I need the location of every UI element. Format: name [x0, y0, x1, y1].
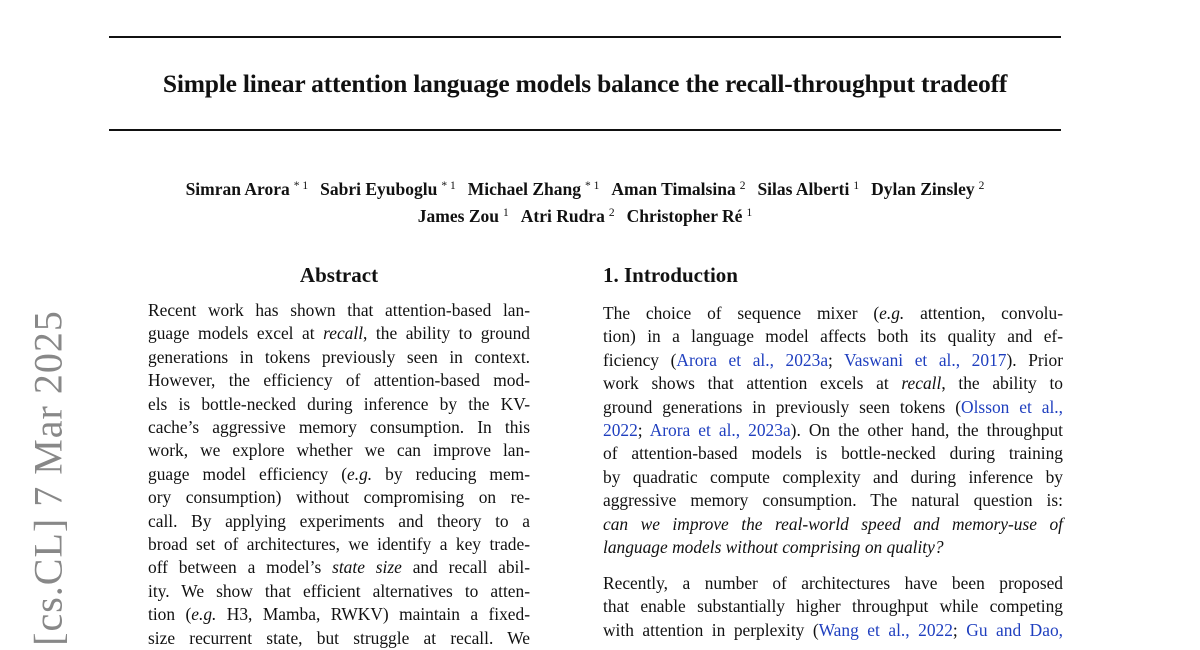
author — [611, 179, 745, 199]
author-name: Aman Timalsina — [611, 179, 736, 199]
citation-link[interactable]: Arora et al., 2023a — [649, 420, 791, 441]
text-line: call. By applying experiments and theory to a — [148, 510, 530, 531]
author-affiliation: 1 — [502, 207, 509, 219]
emphasis: e.g. — [879, 303, 905, 323]
author — [418, 206, 509, 226]
author-affiliation: 1 — [853, 180, 860, 192]
text-line: 2022; Arora et al., 2023a). On the other hand, the throughput — [603, 420, 1063, 441]
text-line: guage model efficiency (e.g. by reducing mem- — [148, 463, 530, 484]
text-line: ory consumption) without compromising on re- — [148, 487, 530, 508]
author — [186, 179, 309, 199]
text-line: of attention-based models is bottle-necked during training — [603, 443, 1063, 464]
arxiv-stamp: [cs.CL] 7 Mar 2025 — [25, 310, 71, 646]
text-line: However, the efficiency of attention-based mod- — [148, 370, 530, 391]
author-row — [109, 174, 1061, 201]
author-name: Atri Rudra — [520, 206, 605, 226]
text-line — [603, 513, 1063, 536]
emphasis: language models without comprising on quality? — [603, 537, 944, 558]
author — [757, 179, 859, 199]
author-name: Christopher Ré — [626, 206, 743, 226]
text-line: Recent work has shown that attention-based lan- — [148, 300, 530, 320]
abstract-text — [148, 299, 530, 650]
author-name: Michael Zhang — [467, 179, 581, 199]
text-line: tion) in a language model affects both its quality and ef- — [603, 326, 1063, 347]
citation-link[interactable]: Arora et al., 2023a — [676, 349, 829, 370]
text-line: generations in tokens previously seen in context. — [148, 346, 530, 367]
author-affiliation: * 1 — [441, 180, 456, 192]
author-affiliation: 2 — [978, 180, 985, 192]
text-line: aggressive memory consumption. The natural question is: — [603, 490, 1063, 511]
author-affiliation: 2 — [739, 180, 746, 192]
emphasis: recall — [323, 323, 364, 344]
author-affiliation: * 1 — [293, 180, 309, 192]
author-name: Silas Alberti — [757, 179, 850, 199]
introduction-heading: 1. Introduction — [603, 263, 738, 287]
emphasis: state size — [332, 557, 402, 578]
author-name: Sabri Eyuboglu — [320, 179, 438, 199]
author-affiliation: 2 — [608, 207, 615, 219]
paper-title: Simple linear attention language models balance the recall-throughput tradeoff — [162, 69, 1008, 98]
text-line: Recently, a number of architectures have been proposed — [603, 573, 1063, 593]
citation-link[interactable]: Wang et al., 2022 — [818, 619, 953, 640]
text-line: The choice of sequence mixer (e.g. attention, convolu- — [603, 303, 1063, 323]
emphasis: recall — [901, 373, 942, 394]
citation-link[interactable]: Olsson et al., — [961, 396, 1063, 417]
citation-link[interactable]: Vaswani et al., 2017 — [844, 349, 1007, 370]
author — [871, 179, 984, 199]
text-line: guage models excel at recall, the ability to ground — [148, 323, 530, 344]
author-name: Simran Arora — [185, 179, 290, 199]
text-line: size recurrent state, but struggle at recall. We — [148, 627, 530, 648]
text-line — [603, 536, 1063, 559]
bottom-rule — [109, 129, 1061, 131]
emphasis: e.g. — [347, 463, 373, 484]
author-row — [109, 201, 1061, 228]
author — [320, 179, 456, 199]
author-name: Dylan Zinsley — [871, 179, 975, 199]
text-line: ficiency (Arora et al., 2023a; Vaswani et al., 2017). Prior — [603, 349, 1063, 370]
introduction-paragraph-1 — [603, 302, 1063, 559]
text-line: that enable substantially higher throughput while competing — [603, 596, 1063, 617]
author-affiliation: 1 — [746, 207, 753, 219]
emphasis: e.g. — [191, 604, 217, 625]
introduction-paragraph-2 — [603, 572, 1063, 642]
author-name: James Zou — [417, 206, 499, 226]
text-line: tion (e.g. H3, Mamba, RWKV) maintain a fixed- — [148, 604, 530, 625]
text-line: off between a model’s state size and recall abil- — [148, 557, 530, 578]
top-rule — [109, 36, 1061, 38]
text-line: work shows that attention excels at recall, the ability to — [603, 373, 1063, 394]
text-line: ity. We show that efficient alternatives to atten- — [148, 580, 530, 601]
text-line: by quadratic compute complexity and during inference by — [603, 466, 1063, 487]
abstract-heading: Abstract — [299, 263, 379, 287]
text-line: broad set of architectures, we identify a key trade- — [148, 534, 530, 555]
author — [627, 206, 753, 226]
text-line: work, we explore whether we can improve lan- — [148, 440, 530, 461]
text-line: cache’s aggressive memory consumption. In this — [148, 417, 530, 438]
author — [521, 206, 615, 226]
emphasis: can we improve the real-world speed and memory-use of — [603, 513, 1063, 534]
citation-link[interactable]: Gu and Dao, — [966, 619, 1063, 640]
author — [468, 179, 600, 199]
author-affiliation: * 1 — [585, 180, 600, 192]
text-line: els is bottle-necked during inference by the KV- — [148, 393, 530, 414]
text-line: ground generations in previously seen tokens (Olsson et al., — [603, 396, 1063, 417]
text-line: with attention in perplexity (Wang et al., 2022; Gu and Dao, — [603, 619, 1063, 640]
citation-link[interactable]: 2022 — [603, 420, 638, 441]
author-list — [109, 174, 1061, 228]
